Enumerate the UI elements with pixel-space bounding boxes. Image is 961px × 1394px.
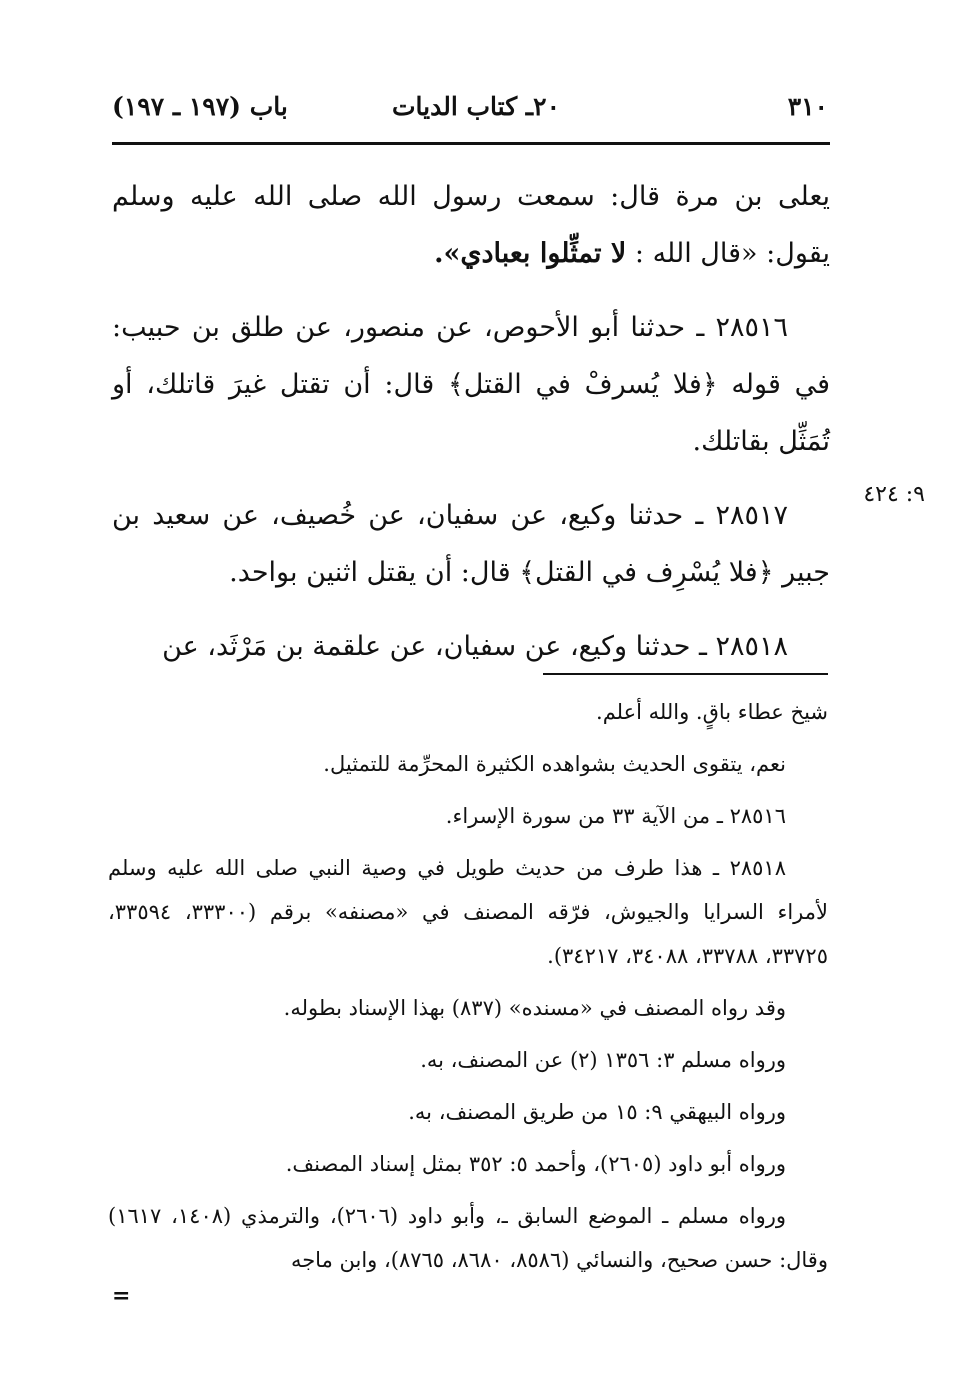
quote-bold-text: لا تمثِّلوا بعبادي». bbox=[434, 238, 627, 269]
footnote-line: وقد رواه المصنف في «مسنده» (٨٣٧) بهذا الإسناد بطوله. bbox=[283, 996, 786, 1020]
margin-reference: ٩: ٤٢٤ bbox=[863, 482, 925, 507]
main-text bbox=[112, 168, 830, 692]
footnote-line: ورواه مسلم ٣: ١٣٥٦ (٢) عن المصنف، به. bbox=[420, 1048, 786, 1072]
footnote-divider bbox=[543, 673, 828, 675]
footnote-line: ورواه أبو داود (٢٦٠٥)، وأحمد ٥: ٣٥٢ بمثل إسناد المصنف. bbox=[285, 1152, 786, 1176]
paragraph-continuation bbox=[112, 168, 830, 282]
book-title: ٢٠ـ كتاب الديات bbox=[392, 92, 560, 121]
footnote-line: شيخ عطاء باقٍ. والله أعلم. bbox=[596, 700, 828, 724]
footnote-28518: ٢٨٥١٨ ـ هذا طرف من حديث طويل في وصية النبي صلى الله عليه وسلم لأمراء السرايا والجيوش، فرّقه المصنف في «مصنفه» برقم (٣٣٣٠٠، ٣٣٥٩٤، ٣٣٧٢٥، ٣٣٧٨٨، ٣٤٠٨٨، ٣٤٢١٧). bbox=[108, 856, 828, 968]
page-number: ٣١٠ bbox=[787, 92, 828, 121]
footnotes bbox=[108, 690, 828, 1290]
hadith-28517: ٢٨٥١٧ ـ حدثنا وكيع، عن سفيان، عن خُصيف، عن سعيد بن جبير ﴿فلا يُسْرِف في القتل﴾ قال: أن يقتل اثنين بواحد. bbox=[112, 500, 830, 588]
footnote-line: ورواه البيهقي ٩: ١٥ من طريق المصنف، به. bbox=[408, 1100, 786, 1124]
hadith-28518: ٢٨٥١٨ ـ حدثنا وكيع، عن سفيان، عن علقمة بن مَرْثَد، عن bbox=[162, 631, 788, 662]
footnote-line: ورواه مسلم ـ الموضع السابق ـ، وأبو داود (٢٦٠٦)، والترمذي (١٤٠٨، ١٦١٧) وقال: حسن صحيح، والنسائي (٨٥٨٦، ٨٦٨٠، ٨٧٦٥)، وابن ماجه bbox=[108, 1204, 828, 1272]
header-divider bbox=[112, 142, 830, 145]
hadith-28516: ٢٨٥١٦ ـ حدثنا أبو الأحوص، عن منصور، عن طلق بن حبيب: في قوله ﴿فلا يُسرفْ في القتل﴾ قال: أن تقتل غيرَ قاتلك، أو تُمَثِّل بقاتلك. bbox=[112, 312, 830, 457]
footnote-28516: ٢٨٥١٦ ـ من الآية ٣٣ من سورة الإسراء. bbox=[445, 804, 786, 828]
page-header bbox=[112, 92, 828, 136]
paragraph-continuation-text: يعلى بن مرة قال: سمعت رسول الله صلى الله عليه وسلم يقول: «قال الله : bbox=[112, 181, 830, 269]
continuation-mark: = bbox=[112, 1283, 131, 1309]
chapter-range: باب (١٩٧ ـ ١٩٧) bbox=[112, 92, 288, 121]
footnote-line: نعم، يتقوى الحديث بشواهده الكثيرة المحرِّمة للتمثيل. bbox=[323, 752, 786, 776]
